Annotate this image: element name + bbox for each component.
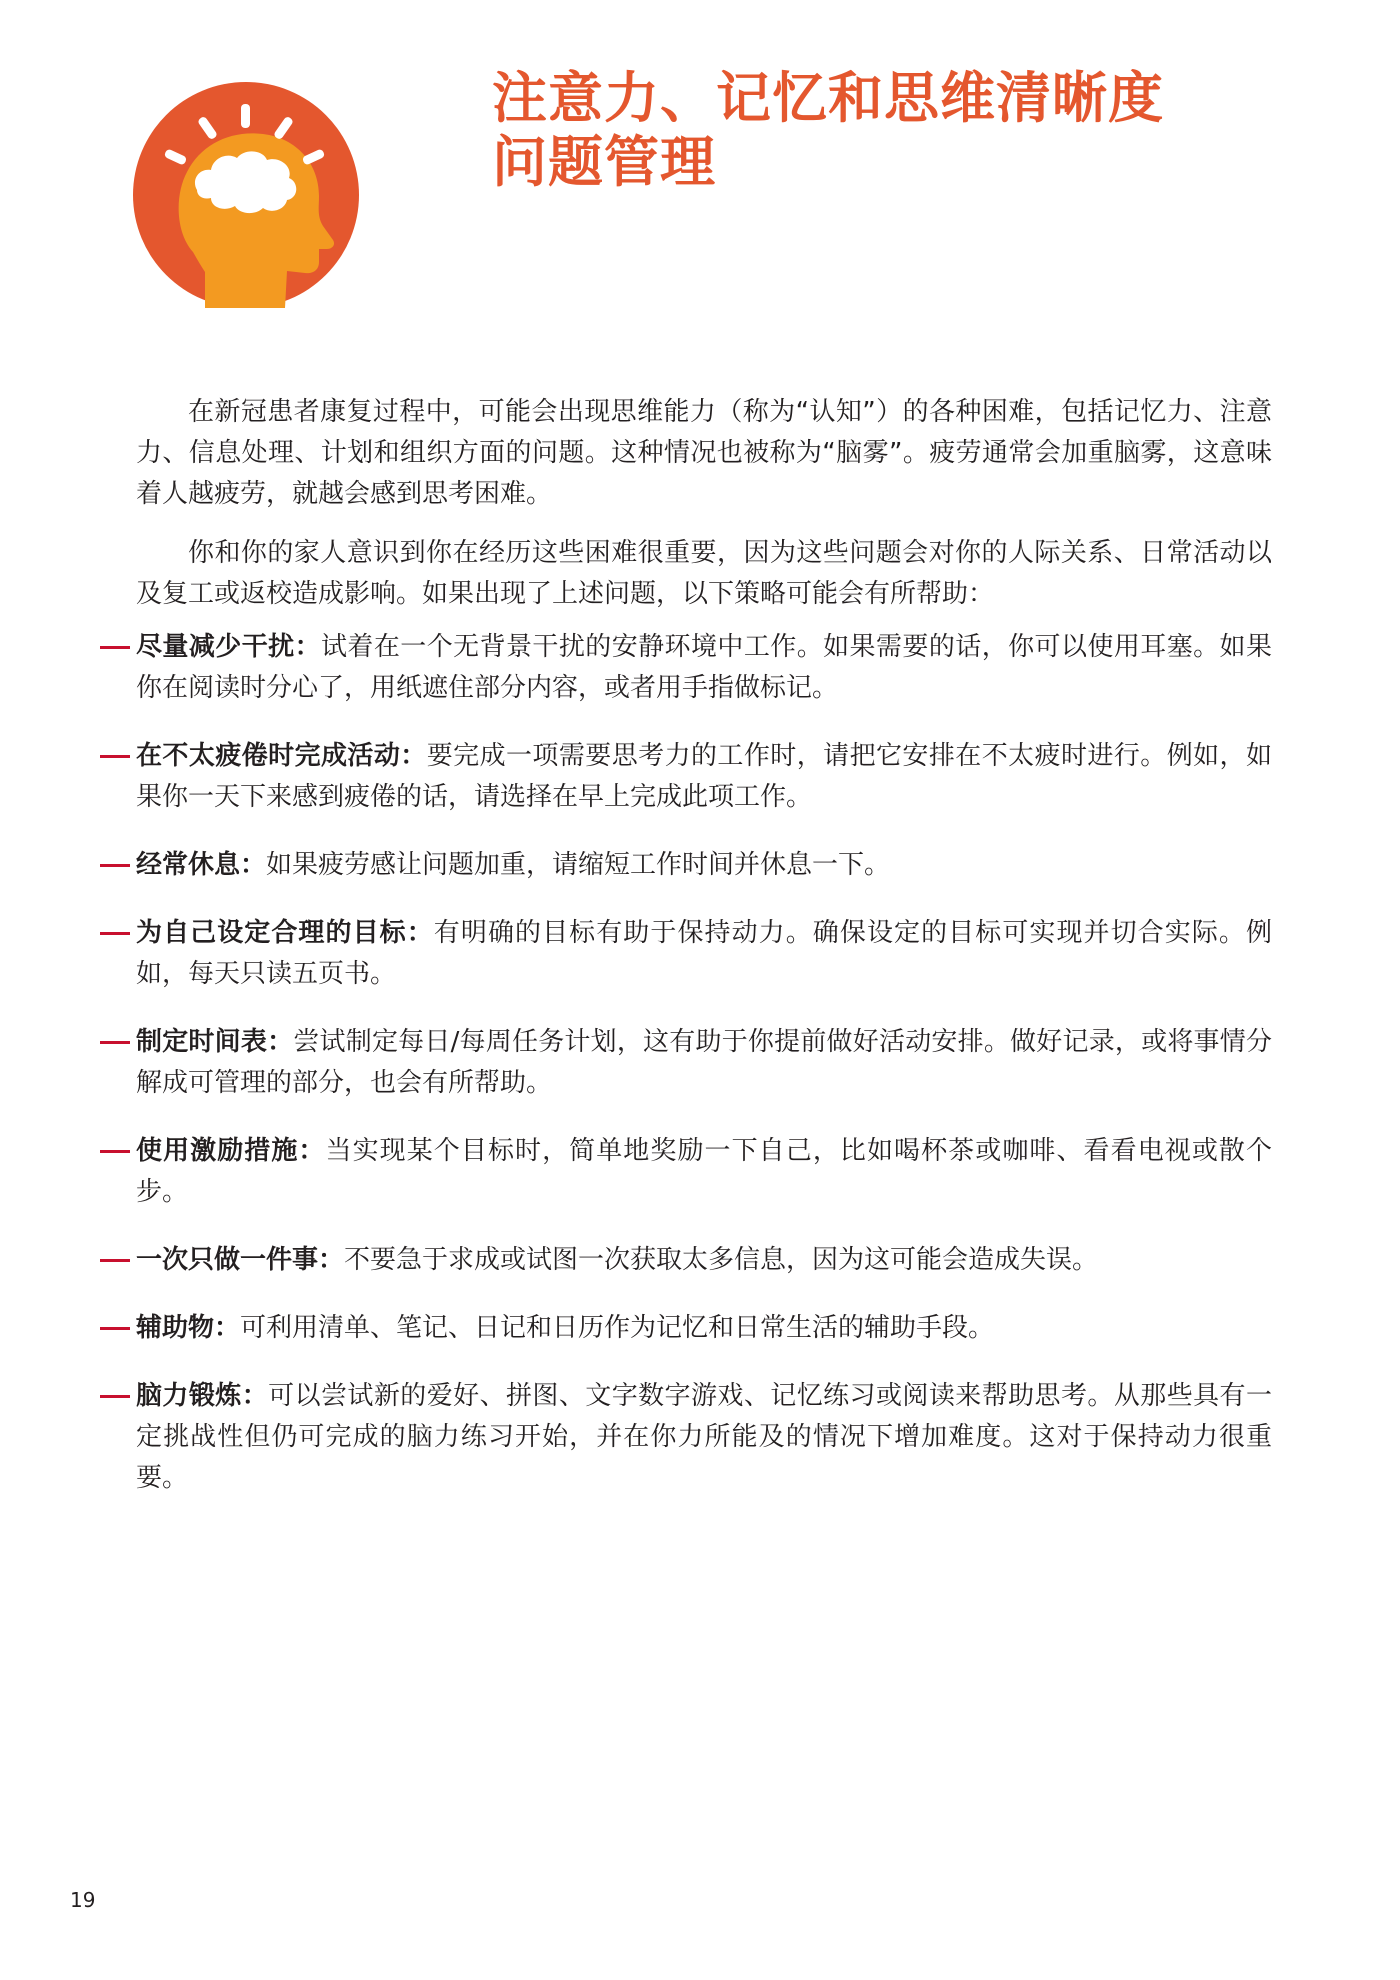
page-title-line-2: 问题管理 <box>492 130 717 194</box>
tip-act-when-less-tired <box>100 736 1272 818</box>
tip-brain-exercise <box>100 1376 1272 1499</box>
tip-text: 要完成一项需要思考力的工作时，请把它安排在不太疲时进行。例如，如果你一天下来感到疲倦的话，请选择在早上完成此项工作。 <box>136 741 1272 812</box>
tip-title: 辅助物： <box>136 1313 241 1343</box>
bullet-dash-icon <box>100 932 130 935</box>
tip-title: 尽量减少干扰： <box>136 632 321 662</box>
bullet-dash-icon <box>100 755 130 758</box>
tips-list <box>100 627 1272 1526</box>
bullet-dash-icon <box>100 1259 130 1262</box>
tip-memory-aids <box>100 1308 1272 1349</box>
bullet-dash-icon <box>100 1150 130 1153</box>
tip-text: 试着在一个无背景干扰的安静环境中工作。如果需要的话，你可以使用耳塞。如果你在阅读时分心了，用纸遮住部分内容，或者用手指做标记。 <box>136 632 1272 703</box>
tip-text: 可以尝试新的爱好、拼图、文字数字游戏、记忆练习或阅读来帮助思考。从那些具有一定挑战性但仍可完成的脑力练习开始，并在你力所能及的情况下增加难度。这对于保持动力很重要。 <box>136 1381 1272 1493</box>
bullet-dash-icon <box>100 646 130 649</box>
tip-title: 使用激励措施： <box>136 1136 326 1166</box>
tip-minimize-distractions <box>100 627 1272 709</box>
tip-rest-often <box>100 845 1272 886</box>
intro-paragraph-2: 你和你的家人意识到你在经历这些困难很重要，因为这些问题会对你的人际关系、日常活动以及复工或返校造成影响。如果出现了上述问题，以下策略可能会有所帮助： <box>136 538 1272 609</box>
tip-text: 当实现某个目标时，简单地奖励一下自己，比如喝杯茶或咖啡、看看电视或散个步。 <box>136 1136 1272 1207</box>
tip-one-thing-at-a-time <box>100 1240 1272 1281</box>
bullet-dash-icon <box>100 1327 130 1330</box>
page-title-line-1: 注意力、记忆和思维清晰度 <box>492 66 1165 130</box>
tip-title: 经常休息： <box>136 850 267 880</box>
tip-title: 为自己设定合理的目标： <box>136 918 434 948</box>
intro-paragraph-1: 在新冠患者康复过程中，可能会出现思维能力（称为“认知”）的各种困难，包括记忆力、注意力、信息处理、计划和组织方面的问题。这种情况也被称为“脑雾”。疲劳通常会加重脑雾，这意味着人越疲劳，就越会感到思考困难。 <box>136 397 1272 509</box>
bullet-dash-icon <box>100 1395 130 1398</box>
tip-title: 制定时间表： <box>136 1027 294 1057</box>
tip-text: 有明确的目标有助于保持动力。确保设定的目标可实现并切合实际。例如，每天只读五页书。 <box>136 918 1272 989</box>
tip-title: 脑力锻炼： <box>136 1381 269 1411</box>
bullet-dash-icon <box>100 864 130 867</box>
head-with-brain-icon <box>133 82 359 308</box>
tip-title: 在不太疲倦时完成活动： <box>136 741 427 771</box>
tip-set-reasonable-goals <box>100 913 1272 995</box>
page-number: 19 <box>70 1888 96 1912</box>
tip-text: 尝试制定每日/每周任务计划，这有助于你提前做好活动安排。做好记录，或将事情分解成可管理的部分，也会有所帮助。 <box>136 1027 1272 1098</box>
tip-make-schedule <box>100 1022 1272 1104</box>
tip-title: 一次只做一件事： <box>136 1245 345 1275</box>
tip-text: 可利用清单、笔记、日记和日历作为记忆和日常生活的辅助手段。 <box>240 1313 995 1343</box>
tip-text: 不要急于求成或试图一次获取太多信息，因为这可能会造成失误。 <box>344 1245 1099 1275</box>
page-title <box>492 66 1164 194</box>
bullet-dash-icon <box>100 1041 130 1044</box>
tip-use-rewards <box>100 1131 1272 1213</box>
tip-text: 如果疲劳感让问题加重，请缩短工作时间并休息一下。 <box>266 850 891 880</box>
